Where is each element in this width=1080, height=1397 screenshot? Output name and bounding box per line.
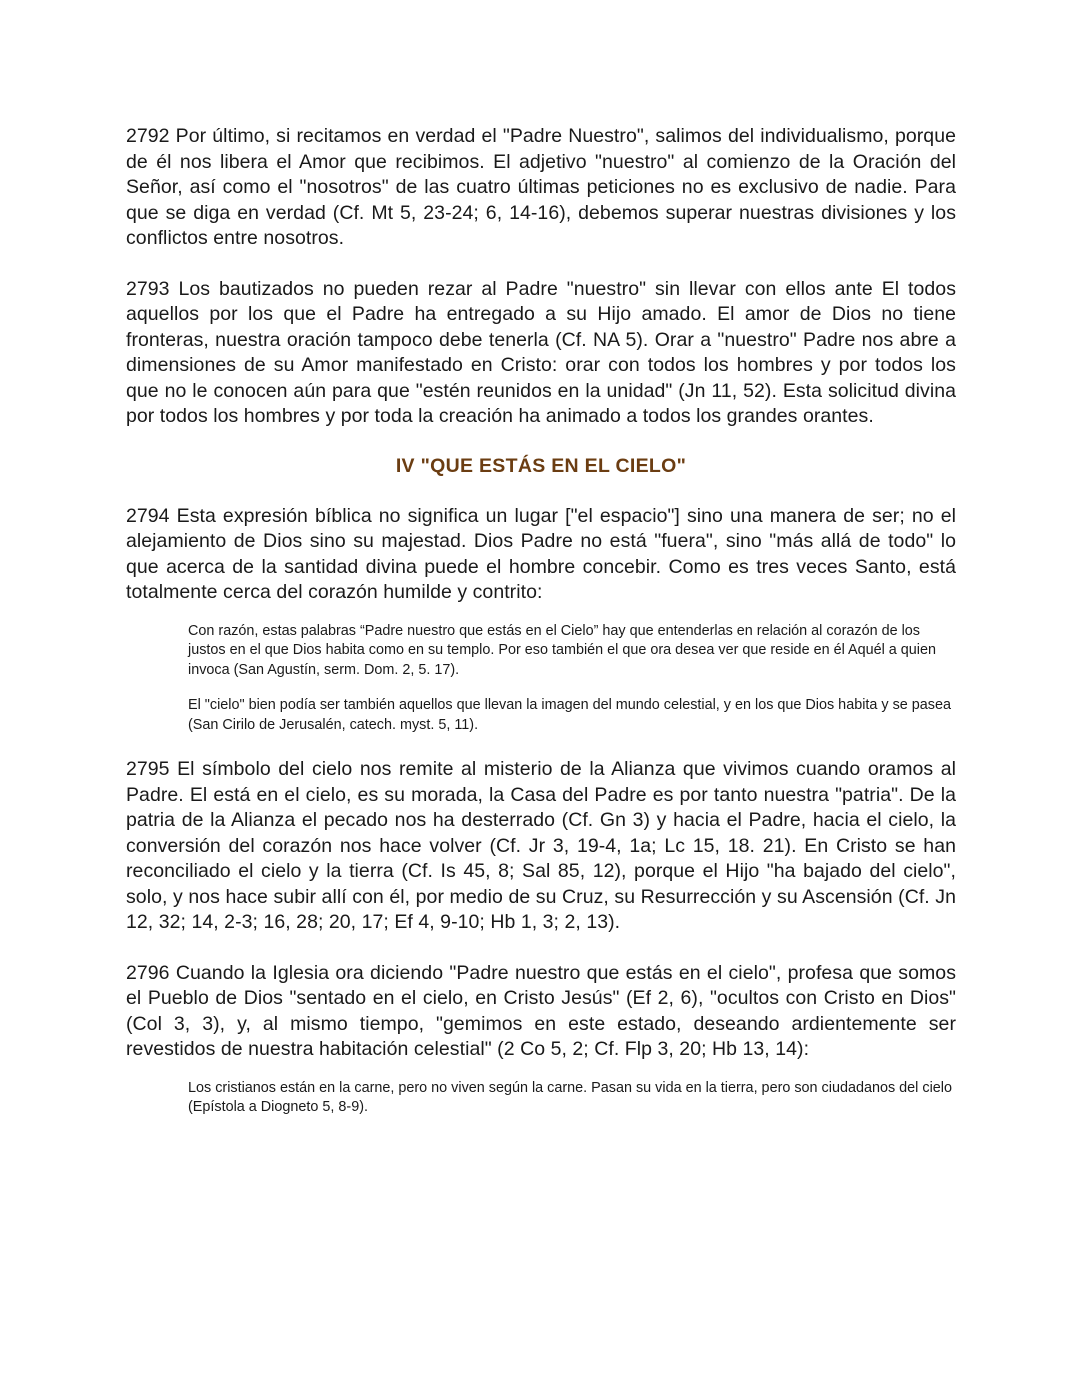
section-heading: IV "QUE ESTÁS EN EL CIELO"	[395, 454, 687, 477]
paragraph-2794: 2794 Esta expresión bíblica no significa un lugar ["el espacio"] sino una manera de ser; no el alejamiento de Dios sino su majestad. Dios Padre no está "fuera", sino "más allá de todo" lo que acerca de la santidad divina puede el hombre concebir. Como es tres veces Santo, está totalmente cerca del corazón humilde y contrito:	[126, 504, 956, 603]
paragraph-2795: 2795 El símbolo del cielo nos remite al misterio de la Alianza que vivimos cuando oramos al Padre. El está en el cielo, es su morada, la Casa del Padre es por tanto nuestra "patria". De la patria de la Alianza el pecado nos ha desterrado (Cf. Gn 3) y hacia el Padre, hacia el cielo, la conversión del corazón nos hace volver (Cf. Jr 3, 19-4, 1a; Lc 15, 18. 21). En Cristo se han reconciliado el cielo y la tierra (Cf. Is 45, 8; Sal 85, 12), porque el Hijo "ha bajado del cielo", solo, y nos hace subir allí con él, por medio de su Cruz, su Resurrección y su Ascensión (Cf. Jn 12, 32; 14, 2-3; 16, 28; 20, 17; Ef 4, 9-10; Hb 1, 3; 2, 13).	[126, 758, 956, 933]
quote-san-cirilo: El "cielo" bien podía ser también aquellos que llevan la imagen del mundo celestial, y en los que Dios habita y se pasea (San Cirilo de Jerusalén, catech. myst. 5, 11).	[188, 697, 951, 733]
document-page	[126, 124, 956, 1134]
paragraph-2792: 2792 Por último, si recitamos en verdad el "Padre Nuestro", salimos del individualismo, porque de él nos libera el Amor que recibimos. El adjetivo "nuestro" al comienzo de la Oración del Señor, así como el "nosotros" de las cuatro últimas peticiones no es exclusivo de nadie. Para que se diga en verdad (Cf. Mt 5, 23-24; 6, 14-16), debemos superar nuestras divisiones y los conflictos entre nosotros.	[126, 125, 956, 249]
paragraph-2796: 2796 Cuando la Iglesia ora diciendo "Padre nuestro que estás en el cielo", profesa que somos el Pueblo de Dios "sentado en el cielo, en Cristo Jesús" (Ef 2, 6), "ocultos con Cristo en Dios" (Col 3, 3), y, al mismo tiempo, "gemimos en este estado, deseando ardientemente ser revestidos de nuestra habitación celestial" (2 Co 5, 2; Cf. Flp 3, 20; Hb 13, 14):	[126, 961, 956, 1060]
paragraph-2793: 2793 Los bautizados no pueden rezar al Padre "nuestro" sin llevar con ellos ante El todos aquellos por los que el Padre ha entregado a su Hijo amado. El amor de Dios no tiene fronteras, nuestra oración tampoco debe tenerla (Cf. NA 5). Orar a "nuestro" Padre nos abre a dimensiones de su Amor manifestado en Cristo: orar con todos los hombres y por todos los que no le conocen aún para que "estén reunidos en la unidad" (Jn 11, 52). Esta solicitud divina por todos los hombres y por toda la creación ha animado a todos los grandes orantes.	[126, 277, 956, 427]
quote-diogneto: Los cristianos están en la carne, pero no viven según la carne. Pasan su vida en la tierra, pero son ciudadanos del cielo (Epístola a Diogneto 5, 8-9).	[188, 1079, 952, 1115]
quote-san-agustin: Con razón, estas palabras “Padre nuestro que estás en el Cielo” hay que entenderlas en relación al corazón de los justos en el que Dios habita como en su templo. Por eso también el que ora desea ver que reside en él Aquél a quien invoca (San Agustín, serm. Dom. 2, 5. 17).	[188, 622, 936, 678]
